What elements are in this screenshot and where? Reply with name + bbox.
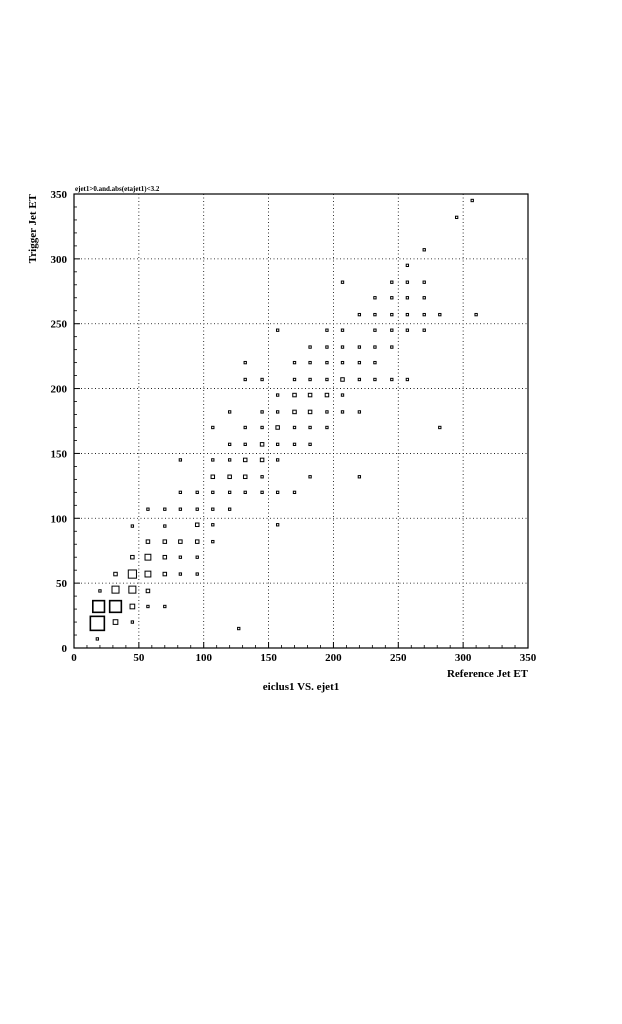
- histogram-bin: [179, 459, 181, 461]
- axis-ticks: [74, 194, 528, 648]
- histogram-bin: [326, 346, 328, 348]
- histogram-bin: [196, 573, 198, 575]
- histogram-bin: [326, 361, 328, 363]
- histogram-bin: [309, 476, 311, 478]
- histogram-bin: [276, 443, 278, 445]
- histogram-bin: [293, 378, 295, 380]
- histogram-bin: [293, 361, 295, 363]
- histogram-bin: [244, 491, 246, 493]
- histogram-bin: [391, 297, 393, 299]
- histogram-bin: [475, 313, 477, 315]
- histogram-bin: [212, 508, 214, 510]
- histogram-bin: [374, 329, 376, 331]
- histogram-bin: [99, 590, 101, 592]
- histogram-bin: [423, 313, 425, 315]
- histogram-bin: [228, 443, 230, 445]
- histogram-bin: [128, 570, 136, 578]
- histogram-bin: [423, 297, 425, 299]
- plot-frame: [74, 194, 528, 648]
- histogram-bin: [358, 476, 360, 478]
- histogram-bin: [261, 411, 263, 413]
- histogram-bin: [406, 297, 408, 299]
- y-tick-label: 50: [56, 578, 67, 591]
- histogram-bin: [391, 378, 393, 380]
- histogram-bin: [276, 394, 278, 396]
- histogram-bin: [228, 459, 230, 461]
- histogram-bin: [261, 426, 263, 428]
- y-tick-label: 200: [50, 383, 67, 396]
- histogram-bin: [261, 491, 263, 493]
- histogram-bin: [326, 329, 328, 331]
- histogram-bin: [260, 443, 264, 447]
- histogram-bin: [164, 525, 166, 527]
- histogram-bin: [358, 361, 360, 363]
- grid-lines: [74, 194, 528, 648]
- histogram-bin: [341, 411, 343, 413]
- histogram-bin: [341, 361, 343, 363]
- histogram-bin: [374, 378, 376, 380]
- histogram-bin: [261, 378, 263, 380]
- histogram-bin: [243, 458, 247, 462]
- histogram-bin: [309, 378, 311, 380]
- histogram-bin: [228, 508, 230, 510]
- histogram-bin: [114, 572, 118, 576]
- y-tick-labels: [51, 189, 68, 655]
- histogram-bin: [358, 313, 360, 315]
- histogram-bin: [163, 540, 167, 544]
- histogram-bin: [112, 586, 119, 593]
- histogram-bin: [455, 216, 457, 218]
- histogram-bin: [374, 297, 376, 299]
- data-bins: [90, 199, 477, 640]
- histogram-bin: [129, 586, 136, 593]
- histogram-bin: [195, 523, 199, 527]
- histogram-bin: [113, 620, 118, 625]
- histogram-bin: [164, 508, 166, 510]
- x-tick-label: 150: [260, 652, 277, 664]
- histogram-bin: [179, 491, 181, 493]
- histogram-bin: [374, 361, 376, 363]
- histogram-bin: [391, 313, 393, 315]
- histogram-bin: [293, 426, 295, 428]
- histogram-bin: [228, 491, 230, 493]
- x-tick-label: 300: [454, 652, 472, 664]
- histogram-bin: [212, 540, 214, 542]
- histogram-bin: [358, 378, 360, 380]
- histogram-bin: [326, 411, 328, 413]
- histogram-bin: [196, 491, 198, 493]
- chart-title: ejet1>0.and.abs(etajet1)<3.2: [75, 185, 160, 193]
- histogram-bin: [406, 313, 408, 315]
- histogram-bin: [391, 346, 393, 348]
- histogram-bin: [244, 361, 246, 363]
- histogram-bin: [131, 525, 133, 527]
- y-tick-label: 150: [50, 448, 67, 461]
- histogram-bin: [439, 426, 441, 428]
- histogram-bin: [276, 329, 278, 331]
- histogram-bin: [341, 329, 343, 331]
- histogram-bin: [196, 556, 198, 558]
- histogram-bin: [244, 443, 246, 445]
- histogram-bin: [212, 459, 214, 461]
- histogram-bin: [179, 556, 181, 558]
- x-tick-label: 200: [325, 652, 342, 664]
- x-tick-label: 250: [390, 652, 407, 664]
- histogram-bin: [374, 346, 376, 348]
- histogram-bin: [293, 410, 297, 414]
- chart-caption: eiclus1 VS. ejet1: [262, 681, 340, 693]
- histogram-bin: [423, 281, 425, 283]
- histogram-bin: [260, 458, 264, 462]
- histogram-bin: [261, 476, 263, 478]
- histogram-bin: [276, 524, 278, 526]
- histogram-bin: [293, 443, 295, 445]
- histogram-bin: [145, 571, 151, 577]
- histogram-bin: [131, 621, 133, 623]
- x-tick-label: 50: [133, 652, 145, 664]
- histogram-bin: [308, 393, 312, 397]
- histogram-bin: [309, 346, 311, 348]
- y-tick-label: 350: [50, 189, 67, 201]
- histogram-bin: [179, 573, 181, 575]
- histogram-bin: [406, 329, 408, 331]
- histogram-bin: [195, 540, 199, 544]
- histogram-bin: [146, 540, 150, 544]
- histogram-bin: [163, 572, 167, 576]
- histogram-bin: [293, 491, 295, 493]
- histogram-bin: [309, 361, 311, 363]
- histogram-bin: [130, 604, 135, 609]
- histogram-bin: [276, 459, 278, 461]
- y-axis-title: Trigger Jet ET: [27, 194, 39, 264]
- y-tick-label: 0: [61, 643, 67, 655]
- histogram-bin: [212, 426, 214, 428]
- histogram-bin: [358, 411, 360, 413]
- y-tick-label: 300: [50, 253, 67, 266]
- histogram-bin: [164, 605, 166, 607]
- histogram-bin: [211, 475, 215, 479]
- histogram-bin: [228, 411, 230, 413]
- histogram-bin: [146, 589, 150, 593]
- histogram-bin: [131, 555, 135, 559]
- x-tick-label: 350: [519, 652, 537, 664]
- histogram-bin: [110, 601, 122, 613]
- histogram-bin: [471, 199, 473, 201]
- histogram-bin: [406, 378, 408, 380]
- histogram-bin: [90, 616, 104, 630]
- histogram-bin: [423, 329, 425, 331]
- histogram-bin: [341, 394, 343, 396]
- histogram-bin: [309, 426, 311, 428]
- histogram-bin: [341, 378, 345, 382]
- histogram-bin: [147, 508, 149, 510]
- histogram-bin: [276, 491, 278, 493]
- histogram-bin: [293, 393, 297, 397]
- histogram-bin: [145, 554, 151, 560]
- histogram-bin: [341, 281, 343, 283]
- histogram-bin: [163, 555, 167, 559]
- histogram-bin: [325, 393, 329, 397]
- x-tick-label: 100: [195, 652, 212, 664]
- histogram-bin: [228, 475, 232, 479]
- histogram-bin: [196, 508, 198, 510]
- histogram-bin: [358, 346, 360, 348]
- histogram-bin: [238, 627, 240, 629]
- histogram-bin: [309, 443, 311, 445]
- histogram-bin: [244, 426, 246, 428]
- histogram-bin: [406, 281, 408, 283]
- histogram-bin: [341, 346, 343, 348]
- x-tick-labels: [71, 652, 537, 664]
- histogram-bin: [96, 638, 98, 640]
- histogram-bin: [326, 378, 328, 380]
- histogram-bin: [276, 426, 280, 430]
- histogram-bin: [212, 524, 214, 526]
- histogram-bin: [406, 264, 408, 266]
- histogram-bin: [179, 540, 183, 544]
- histogram-bin: [391, 329, 393, 331]
- y-tick-label: 250: [50, 318, 67, 331]
- histogram-bin: [179, 508, 181, 510]
- histogram-bin: [147, 605, 149, 607]
- histogram-bin: [244, 378, 246, 380]
- histogram-bin: [308, 410, 312, 414]
- histogram-bin: [439, 313, 441, 315]
- histogram-bin: [326, 426, 328, 428]
- histogram-bin: [423, 249, 425, 251]
- histogram-bin: [212, 491, 214, 493]
- histogram-bin: [276, 411, 278, 413]
- x-axis-title: Reference Jet ET: [446, 668, 528, 680]
- histogram-bin: [93, 601, 105, 613]
- x-tick-label: 0: [71, 652, 77, 664]
- histogram-bin: [374, 313, 376, 315]
- histogram-bin: [391, 281, 393, 283]
- y-tick-label: 100: [50, 513, 67, 526]
- histogram-bin: [243, 475, 247, 479]
